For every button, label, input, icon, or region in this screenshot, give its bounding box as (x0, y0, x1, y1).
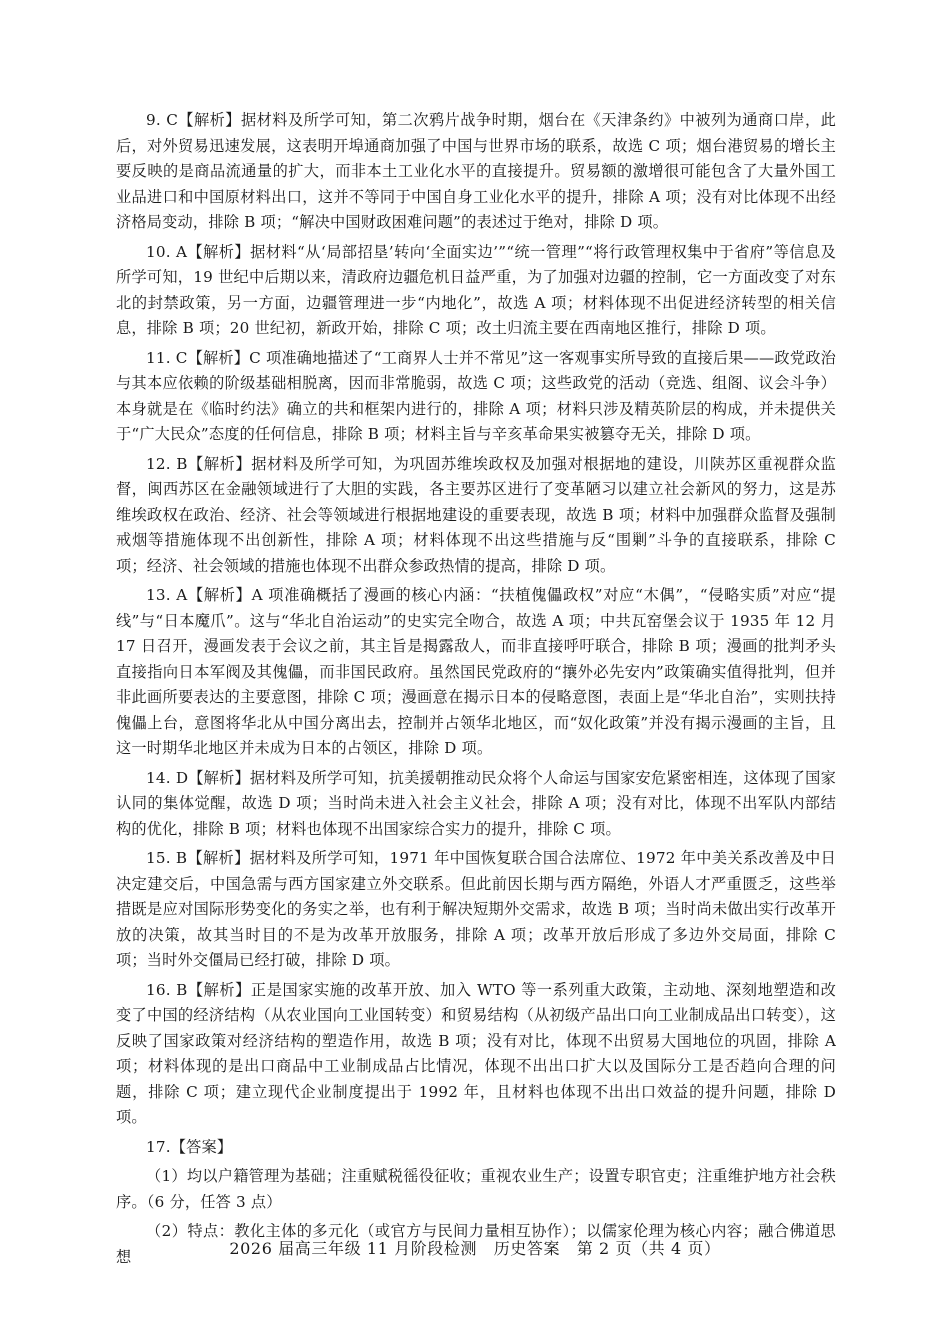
answer-paragraph-16: 16. B【解析】正是国家实施的改革开放、加入 WTO 等一系列重大政策，主动地、深刻地塑造和改变了中国的经济结构（从农业国向工业国转变）和贸易结构（从初级产品出口向工业制成品出口转变），这反映了国家政策对经济结构的塑造作用，故选 B 项；没有对比，体现不出贸易大国地位的巩固，排除 A 项；材料体现的是出口商品中工业制成品占比情况，体现不出出口扩大以及国际分工是否趋向合理的问题，排除 C 项；建立现代企业制度提出于 1992 年，且材料也体现不出出口效益的提升问题，排除 D 项。 (116, 980, 836, 1126)
answer-paragraph-13: 13. A【解析】A 项准确概括了漫画的核心内涵：“扶植傀儡政权”对应“木偶”，“侵略实质”对应“提线”与“日本魔爪”。这与“华北自治运动”的史实完全吻合，故选 A 项；中共瓦窑堡会议于 1935 年 12 月 17 日召开，漫画发表于会议之前，其主旨是揭露敌人，而非直接呼吁联合，排除 B 项；漫画的批判矛头直接指向日本军阀及其傀儡，而非国民政府。虽然国民党政府的“攘外必先安内”政策确实值得批判，但并非此画所要表达的主要意图，排除 C 项；漫画意在揭示日本的侵略意图，表面上是“华北自治”，实则扶持傀儡上台，意图将华北从中国分离出去，控制并占领华北地区，而“奴化政策”并没有揭示漫画的主旨，且这一时期华北地区并未成为日本的占领区，排除 D 项。 (116, 586, 836, 757)
answer-17-part-2: （2）特点：教化主体的多元化（或官方与民间力量相互协作）；以儒家伦理为核心内容；融合佛道思想 (116, 1222, 836, 1266)
answer-17-part-1: （1）均以户籍管理为基础；注重赋税徭役征收；重视农业生产；设置专职官吏；注重维护地方社会秩序。（6 分，任答 3 点） (116, 1167, 836, 1211)
answer-paragraph-15: 15. B【解析】据材料及所学可知，1971 年中国恢复联合国合法席位、1972 年中美关系改善及中日决定建交后，中国急需与西方国家建立外交联系。但此前因长期与西方隔绝，外语人才严重匮乏，这些举措既是应对国际形势变化的务实之举，也有利于解决短期外交需求，故选 B 项；当时尚未做出实行改革开放的决策，故其当时目的不是为改革开放服务，排除 A 项；改革开放后形成了多边外交局面，排除 C 项；当时外交僵局已经打破，排除 D 项。 (116, 849, 836, 969)
answer-paragraph-14: 14. D【解析】据材料及所学可知，抗美援朝推动民众将个人命运与国家安危紧密相连，这体现了国家认同的集体觉醒，故选 D 项；当时尚未进入社会主义社会，排除 A 项；没有对比，体现不出军队内部结构的优化，排除 B 项；材料也体现不出国家综合实力的提升，排除 C 项。 (116, 768, 836, 838)
answer-paragraph-9: 9. C【解析】据材料及所学可知，第二次鸦片战争时期，烟台在《天津条约》中被列为通商口岸，此后，对外贸易迅速发展，这表明开埠通商加强了中国与世界市场的联系，故选 C 项；烟台港贸易的增长主要反映的是商品流通量的扩大，而非本土工业化水平的直接提升。贸易额的激增很可能包含了大量外国工业品进口和中国原材料出口，这并不等同于中国自身工业化水平的提升，排除 A 项；没有对比体现不出经济格局变动，排除 B 项；“解决中国财政困难问题”的表述过于绝对，排除 D 项。 (116, 111, 836, 231)
page-footer: 2026 届高三年级 11 月阶段检测 历史答案 第 2 页（共 4 页） (229, 1239, 721, 1258)
answer-paragraph-11: 11. C【解析】C 项准确地描述了“工商界人士并不常见”这一客观事实所导致的直接后果——政党政治与其本应依赖的阶级基础相脱离，因而非常脆弱，故选 C 项；这些政党的活动（竞选、组阁、议会斗争）本身就是在《临时约法》确立的共和框架内进行的，排除 A 项；材料只涉及精英阶层的构成，并未提供关于“广大民众”态度的任何信息，排除 B 项；材料主旨与辛亥革命果实被篡夺无关，排除 D 项。 (116, 348, 836, 443)
answer-heading-17: 17.【答案】 (146, 1137, 233, 1156)
answer-paragraph-10: 10. A【解析】据材料“从‘局部招垦’转向‘全面实边’”“统一管理”“将行政管理权集中于省府”等信息及所学可知，19 世纪中后期以来，清政府边疆危机日益严重，为了加强对边疆的控制，它一方面改变了对东北的封禁政策，另一方面，边疆管理进一步“内地化”，故选 A 项；材料体现不出促进经济转型的相关信息，排除 B 项；20 世纪初，新政开始，排除 C 项；改土归流主要在西南地区推行，排除 D 项。 (116, 242, 836, 337)
answer-paragraph-12: 12. B【解析】据材料及所学可知，为巩固苏维埃政权及加强对根据地的建设，川陕苏区重视群众监督，闽西苏区在金融领域进行了大胆的实践，各主要苏区进行了变革陋习以建立社会新风的努力，这是苏维埃政权在政治、经济、社会等领域进行根据地建设的重要表现，故选 B 项；材料中加强群众监督及强制戒烟等措施体现不出创新性，排除 A 项；材料体现不出这些措施与反“围剿”斗争的直接联系，排除 C 项；经济、社会领域的措施也体现不出群众参政热情的提高，排除 D 项。 (116, 454, 836, 575)
answer-content (116, 108, 836, 1274)
